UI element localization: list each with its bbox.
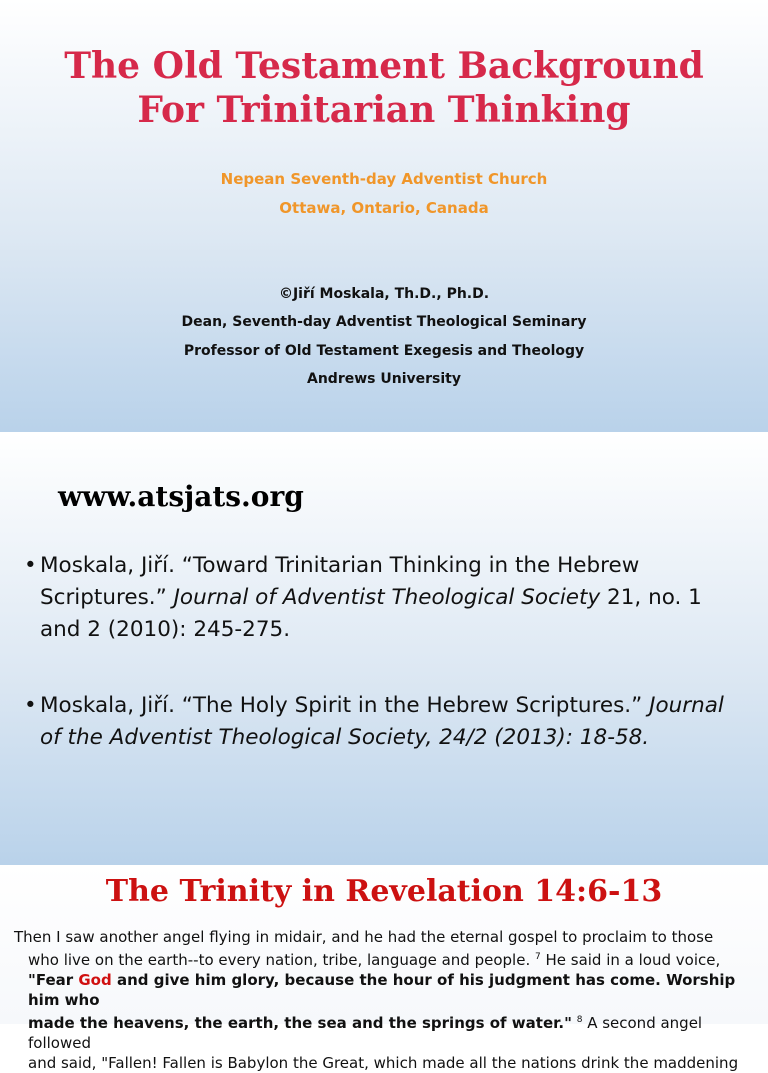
passage-line-3 [14, 970, 764, 1010]
author-role-professor: Professor of Old Testament Exegesis and Theology [183, 343, 585, 359]
slide-title-heading [0, 44, 768, 132]
reference-journal: Journal of Adventist Theological Society [173, 585, 601, 610]
scripture-passage [14, 927, 764, 1073]
slide-title [0, 0, 768, 432]
reference-item [24, 690, 744, 754]
title-line-2: For Trinitarian Thinking [137, 89, 631, 131]
passage-line-2 [14, 947, 764, 970]
church-name: Nepean Seventh-day Adventist Church [220, 170, 548, 188]
quote-text: made the heavens, the earth, the sea and the springs of water." [28, 1014, 572, 1032]
quote-text: and give him glory, because the hour of his judgment has come. Worship him who [28, 971, 736, 1009]
title-line-1: The Old Testament Background [64, 45, 704, 87]
god-highlight: God [78, 971, 112, 989]
passage-text: He said in a loud voice, [540, 951, 721, 969]
bullet-icon: • [24, 553, 37, 578]
reference-text: Moskala, Jiří. “Toward Trinitarian Thinking in the Hebrew Scriptures.” [40, 553, 640, 610]
author-institution: Andrews University [307, 371, 461, 387]
passage-text: A second angel followed [28, 1014, 703, 1052]
passage-line-4 [14, 1010, 764, 1053]
quote-open: "Fear [28, 971, 79, 989]
verse-number-8: 8 [576, 1015, 583, 1025]
reference-text: Moskala, Jiří. “The Holy Spirit in the Hebrew Scriptures.” [40, 693, 650, 718]
passage-line-1: Then I saw another angel flying in midair, and he had the eternal gospel to proclaim to those [14, 928, 714, 946]
website-url: www.atsjats.org [58, 480, 304, 513]
verse-number-7: 7 [534, 952, 541, 962]
bullet-icon: • [24, 693, 37, 718]
passage-line-5: and said, "Fallen! Fallen is Babylon the Great, which made all the nations drink the maddening [28, 1054, 739, 1072]
slide-revelation [0, 866, 768, 1072]
reference-item [24, 550, 744, 646]
passage-text: who live on the earth--to every nation, tribe, language and people. [28, 951, 535, 969]
reference-details: 21, no. 1 and 2 (2010): 245-275. [40, 585, 702, 642]
author-role-dean: Dean, Seventh-day Adventist Theological Seminary [181, 314, 587, 330]
reference-journal: Journal of the Adventist Theological Society, 24/2 (2013): 18-58. [40, 693, 724, 750]
church-location: Ottawa, Ontario, Canada [279, 199, 489, 217]
revelation-title: The Trinity in Revelation 14:6-13 [105, 874, 663, 909]
slide-references [0, 433, 768, 865]
author-name: ©Jiří Moskala, Th.D., Ph.D. [278, 286, 490, 302]
